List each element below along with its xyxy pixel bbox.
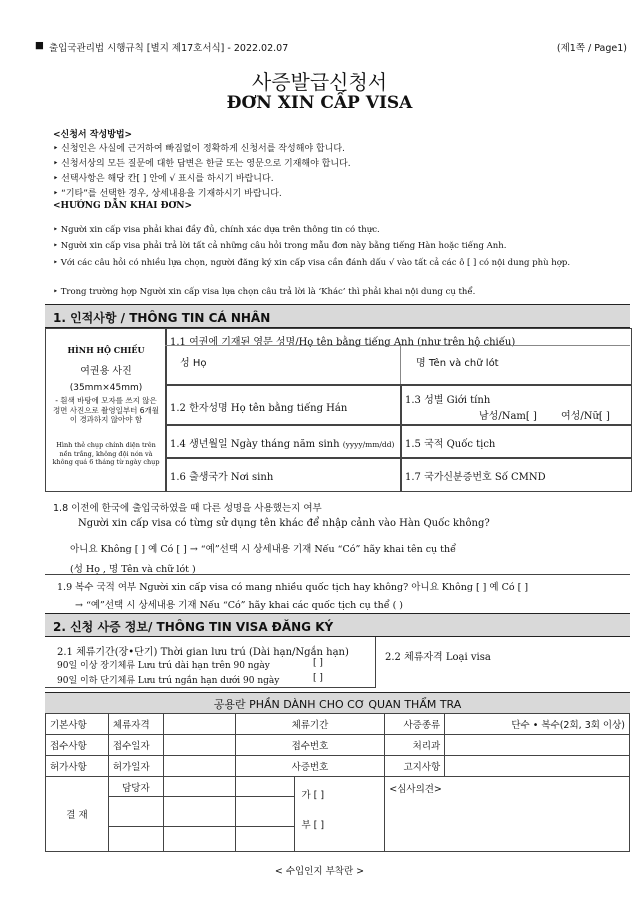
office-input[interactable] <box>163 756 235 777</box>
vi-instruction-item: ‣ Trong trường hợp Người xin cấp visa lựa chọn câu trả lời là ‘Khác’ thì phải khai nội dung cụ thể. <box>53 287 476 297</box>
female-option[interactable]: 여성/Nữ[ ] <box>561 411 610 422</box>
stay-period-field[interactable] <box>45 637 376 688</box>
office-cell: 접수번호 <box>235 735 385 756</box>
f11-label: 1.1 여권에 기재된 영문 성명/Họ tên bằng tiếng Anh (như trên hộ chiếu) <box>170 337 516 348</box>
stamp-area-label: < 수입인지 부착란 > <box>274 866 365 877</box>
ko-instruction-item: ‣ 신청서상의 모든 질문에 대한 답변은 한글 또는 영문으로 기재해야 합니다. <box>53 159 351 169</box>
f18-options[interactable]: 아니요 Không [ ] 예 Có [ ] → “예”선택 시 상세내용 기재 Nếu “Có” hãy khai tên cụ thể <box>70 544 456 555</box>
office-table <box>45 713 630 852</box>
f17-label: 1.7 국가신분증번호 Số CMND <box>405 472 546 483</box>
office-input[interactable] <box>163 797 235 827</box>
section1-bar <box>45 304 630 328</box>
section1-title: 1. 인적사항 / THÔNG TIN CÁ NHÂN <box>53 311 271 325</box>
f13-label: 1.3 성별 Giới tính <box>405 395 491 406</box>
name-english-field[interactable] <box>165 328 632 386</box>
office-input[interactable] <box>445 756 630 777</box>
office-cell: 체류기간 <box>235 714 385 735</box>
section2-bar <box>45 613 630 637</box>
f12-label: 1.2 한자성명 Họ tên bằng tiếng Hán <box>170 403 348 414</box>
office-cell: 사증종류 <box>385 714 445 735</box>
f22-label[interactable]: 2.2 체류자격 Loại visa <box>385 652 491 663</box>
office-cell: 체류자격 <box>108 714 163 735</box>
title-vi: ĐƠN XIN CẤP VISA <box>226 93 413 113</box>
approval-cell: 결 재 <box>46 777 109 852</box>
office-input[interactable] <box>108 827 163 852</box>
vi-instructions-heading: <HƯỚNG DẪN KHAI ĐƠN> <box>53 201 193 211</box>
page-number: (제1쪽 / Page1) <box>556 43 627 54</box>
ga-bu-cell[interactable] <box>295 777 385 852</box>
photo-title: HÌNH HỘ CHIẾU <box>67 345 145 355</box>
gender-field[interactable] <box>400 384 632 426</box>
vi-instruction-item: ‣ Người xin cấp visa phải khai đầy đủ, chính xác dựa trên thông tin có thực. <box>53 225 380 235</box>
office-input[interactable] <box>235 777 295 797</box>
header-bullet: ■ <box>35 40 44 51</box>
photo-label-ko: 여권용 사진 <box>80 366 132 377</box>
long-stay-checkbox[interactable]: [ ] <box>313 658 323 668</box>
officer-cell: 담당자 <box>108 777 163 797</box>
long-stay-option[interactable]: 90일 이상 장기체류 Lưu trú dài hạn trên 90 ngày <box>57 661 270 671</box>
f18-question-vi: Người xin cấp visa có từng sử dụng tên khác để nhập cảnh vào Hàn Quốc không? <box>78 518 490 529</box>
office-cell: 처리과 <box>385 735 445 756</box>
ko-instruction-item: ‣ “기타”를 선택한 경우, 상세내용을 기재하시기 바랍니다. <box>53 189 282 199</box>
f15-label: 1.5 국적 Quốc tịch <box>405 439 496 450</box>
office-cell: 허가사항 <box>46 756 109 777</box>
photo-rule-ko: - 흰색 바탕에 모자를 쓰지 않은 정면 사진으로 촬영일부터 6개월이 경과하지 않아야 함 <box>52 396 160 424</box>
photo-rule-vi: Hình thẻ chụp chính diện trên nền trắng, không đội nón và không quá 6 tháng từ ngày chụp <box>52 441 160 466</box>
id-number-field[interactable] <box>400 457 632 492</box>
vi-instruction-item: ‣ Với các câu hỏi có nhiều lựa chọn, người đăng ký xin cấp visa cần đánh dấu √ vào tất cả các ô [ ] có nội dung phù hợp. <box>53 258 571 268</box>
f18-other-name[interactable]: (성 Họ , 명 Tên và chữ lót ) <box>70 564 196 575</box>
name-chinese-field[interactable] <box>165 384 402 426</box>
short-stay-checkbox[interactable]: [ ] <box>313 673 323 683</box>
office-cell: 허가일자 <box>108 756 163 777</box>
photo-box[interactable] <box>45 328 167 492</box>
title-ko: 사증발급신청서 <box>251 70 388 94</box>
ko-instruction-item: ‣ 신청인은 사실에 근거하여 빠짐없이 정확하게 신청서를 작성해야 합니다. <box>53 144 345 154</box>
office-cell: 접수일자 <box>108 735 163 756</box>
nationality-field[interactable] <box>400 424 632 459</box>
bu-option[interactable]: 부 [ ] <box>301 820 325 831</box>
office-input[interactable] <box>108 797 163 827</box>
male-option[interactable]: 남성/Nam[ ] <box>479 411 537 422</box>
office-cell: 고지사항 <box>385 756 445 777</box>
law-reference: 출입국관리법 시행규칙 [별지 제17호서식] - 2022.02.07 <box>49 43 289 54</box>
photo-size: (35mm×45mm) <box>69 383 143 393</box>
f21-label: 2.1 체류기간(장•단기) Thời gian lưu trú (Dài hạn/Ngắn hạn) <box>57 647 349 658</box>
ko-instructions-heading: <신청서 작성방법> <box>53 130 133 140</box>
office-input[interactable] <box>235 827 295 852</box>
office-cell: 단수 • 복수(2회, 3회 이상) <box>445 714 630 735</box>
ko-instruction-item: ‣ 선택사항은 해당 칸[ ] 안에 √ 표시를 하시기 바랍니다. <box>53 174 274 184</box>
office-cell: 접수사항 <box>46 735 109 756</box>
surname-label: 성 Họ <box>180 358 207 369</box>
office-title: 공용란 PHẦN DÀNH CHO CƠ QUAN THẨM TRA <box>213 698 462 711</box>
office-input[interactable] <box>235 797 295 827</box>
f19-detail[interactable]: → “예”선택 시 상세내용 기재 Nếu “Có” hãy khai các quốc tịch cụ thể ( ) <box>75 600 404 611</box>
opinion-cell[interactable]: <심사의견> <box>385 777 630 852</box>
office-input[interactable] <box>163 714 235 735</box>
office-cell: 사증번호 <box>235 756 385 777</box>
birthplace-field[interactable] <box>165 457 402 492</box>
office-bar <box>45 692 630 714</box>
given-name-label: 명 Tên và chữ lót <box>416 358 499 369</box>
office-input[interactable] <box>163 827 235 852</box>
birthdate-field[interactable] <box>165 424 402 459</box>
office-input[interactable] <box>163 777 235 797</box>
f14-label: 1.4 생년월일 Ngày tháng năm sinh (yyyy/mm/dd) <box>170 439 395 450</box>
section2-title: 2. 신청 사증 정보/ THÔNG TIN VISA ĐĂNG KÝ <box>53 620 334 634</box>
vi-instruction-item: ‣ Người xin cấp visa phải trả lời tất cả những câu hỏi trong mẫu đơn này bằng tiếng Hàn hoặc tiếng Anh. <box>53 241 507 251</box>
office-input[interactable] <box>163 735 235 756</box>
f19-question[interactable]: 1.9 복수 국적 여부 Người xin cấp visa có mang nhiều quốc tịch hay không? 아니요 Không [ ] 예 Có [ ] <box>57 582 529 593</box>
office-cell: 기본사항 <box>46 714 109 735</box>
ga-option[interactable]: 가 [ ] <box>301 790 325 801</box>
f18-question-ko: 1.8 이전에 한국에 출입국하였을 때 다른 성명을 사용했는지 여부 <box>53 503 322 514</box>
short-stay-option[interactable]: 90일 이하 단기체류 Lưu trú ngắn hạn dưới 90 ngày <box>57 676 280 686</box>
f16-label: 1.6 출생국가 Nơi sinh <box>170 472 274 483</box>
office-input[interactable] <box>445 735 630 756</box>
